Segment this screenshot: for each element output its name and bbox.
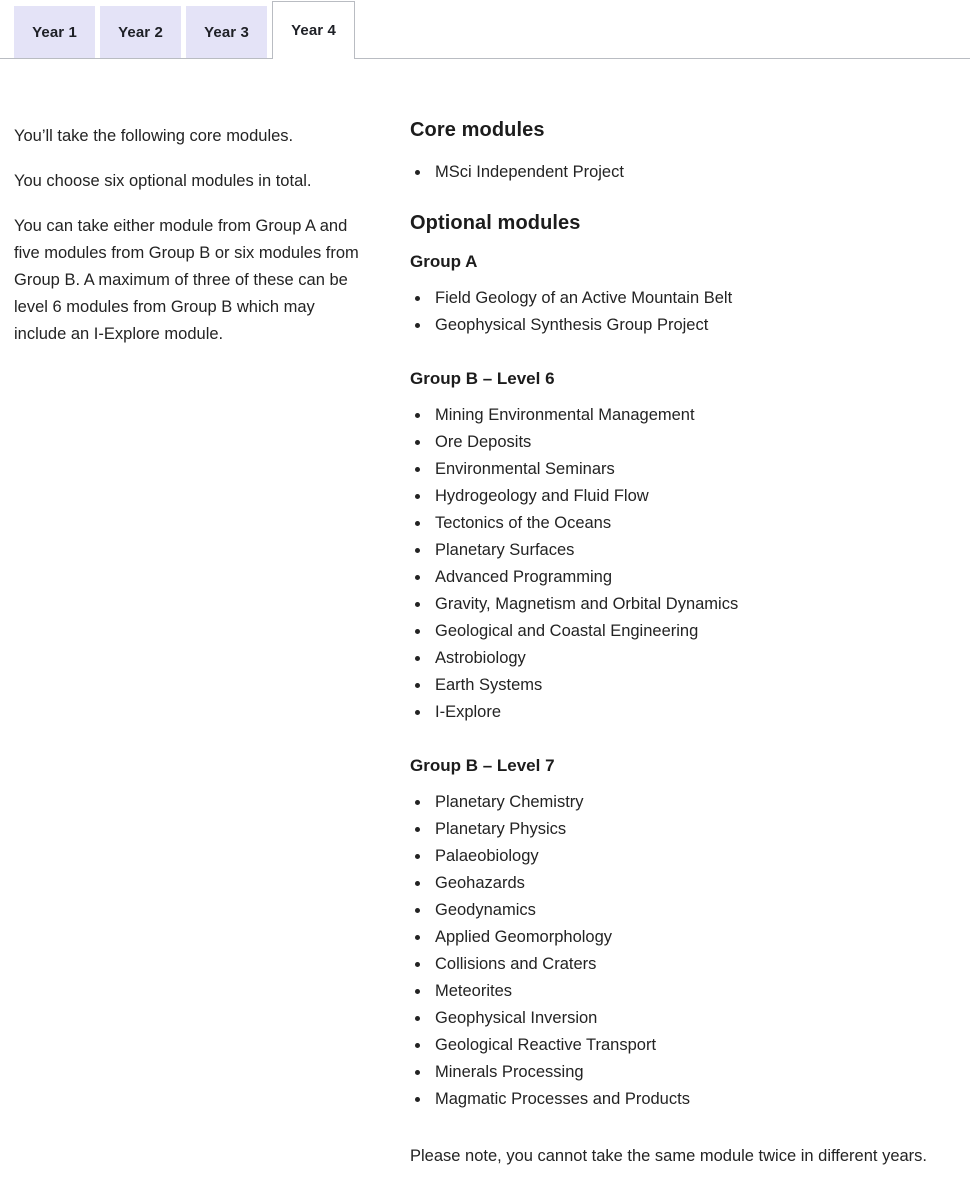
tab-panel-year-4 bbox=[0, 59, 970, 1193]
tab-year-4[interactable]: Year 4 bbox=[272, 1, 355, 59]
group-a-module-item: • Geophysical Synthesis Group Project bbox=[431, 312, 956, 339]
intro-paragraph: You choose six optional modules in total. bbox=[14, 172, 312, 191]
group-a-list bbox=[410, 285, 956, 339]
group-b-level-6-list bbox=[410, 402, 956, 726]
group-b-level-7-module-item: • Geohazards bbox=[431, 870, 956, 897]
group-b-level-7-module-item: • Applied Geomorphology bbox=[431, 924, 956, 951]
group-b-level-6-module-item: • Hydrogeology and Fluid Flow bbox=[431, 483, 956, 510]
group-b-level-6-module-item: • Gravity, Magnetism and Orbital Dynamics bbox=[431, 591, 956, 618]
group-b-level-6-module-item: • Tectonics of the Oceans bbox=[431, 510, 956, 537]
group-b-level-7-module-item: • Magmatic Processes and Products bbox=[431, 1086, 956, 1113]
group-b-level-7-module-item: • Planetary Chemistry bbox=[431, 789, 956, 816]
group-b-level-6-module-item: • Geological and Coastal Engineering bbox=[431, 618, 956, 645]
tab-year-1[interactable]: Year 1 bbox=[14, 6, 95, 58]
group-b-level-7-module-item: • Geodynamics bbox=[431, 897, 956, 924]
group-a-module-item: • Field Geology of an Active Mountain Belt bbox=[431, 285, 956, 312]
core-modules-list bbox=[410, 159, 956, 186]
group-b-level-6-module-item: • Earth Systems bbox=[431, 672, 956, 699]
group-b-level-6-heading: Group B – Level 6 bbox=[410, 369, 555, 388]
intro-paragraph: You’ll take the following core modules. bbox=[14, 127, 294, 145]
modules-column bbox=[410, 119, 956, 1169]
tab-year-2[interactable]: Year 2 bbox=[100, 6, 181, 58]
group-b-level-6-module-item: • I-Explore bbox=[431, 699, 956, 726]
optional-modules-heading: Optional modules bbox=[410, 212, 581, 234]
tab-year-3[interactable]: Year 3 bbox=[186, 6, 267, 58]
core-modules-heading: Core modules bbox=[410, 119, 545, 141]
group-b-level-7-heading: Group B – Level 7 bbox=[410, 756, 555, 775]
group-b-level-6-module-item: • Mining Environmental Management bbox=[431, 402, 956, 429]
group-b-level-7-module-item: • Geological Reactive Transport bbox=[431, 1032, 956, 1059]
group-b-level-7-module-item: • Geophysical Inversion bbox=[431, 1005, 956, 1032]
group-b-level-6-module-item: • Astrobiology bbox=[431, 645, 956, 672]
group-b-level-7-module-item: • Meteorites bbox=[431, 978, 956, 1005]
group-b-level-7-module-item: • Palaeobiology bbox=[431, 843, 956, 870]
intro-text bbox=[14, 123, 374, 1169]
group-b-level-6-module-item: • Planetary Surfaces bbox=[431, 537, 956, 564]
group-b-level-6-module-item: • Environmental Seminars bbox=[431, 456, 956, 483]
group-b-level-6-module-item: • Ore Deposits bbox=[431, 429, 956, 456]
group-b-level-7-module-item: • Collisions and Craters bbox=[431, 951, 956, 978]
group-b-level-6-module-item: • Advanced Programming bbox=[431, 564, 956, 591]
core-module-item: • MSci Independent Project bbox=[431, 159, 956, 186]
note-text: Please note, you cannot take the same module twice in different years. bbox=[410, 1147, 927, 1165]
intro-paragraph: You can take either module from Group A and five modules from Group B or six modules from Group B. A maximum of three of these can be level 6 modules from Group B which may include an I-Explore module. bbox=[14, 217, 359, 344]
group-b-level-7-module-item: • Minerals Processing bbox=[431, 1059, 956, 1086]
group-a-heading: Group A bbox=[410, 252, 478, 271]
year-tabs bbox=[0, 0, 970, 59]
group-b-level-7-module-item: • Planetary Physics bbox=[431, 816, 956, 843]
group-b-level-7-list bbox=[410, 789, 956, 1113]
